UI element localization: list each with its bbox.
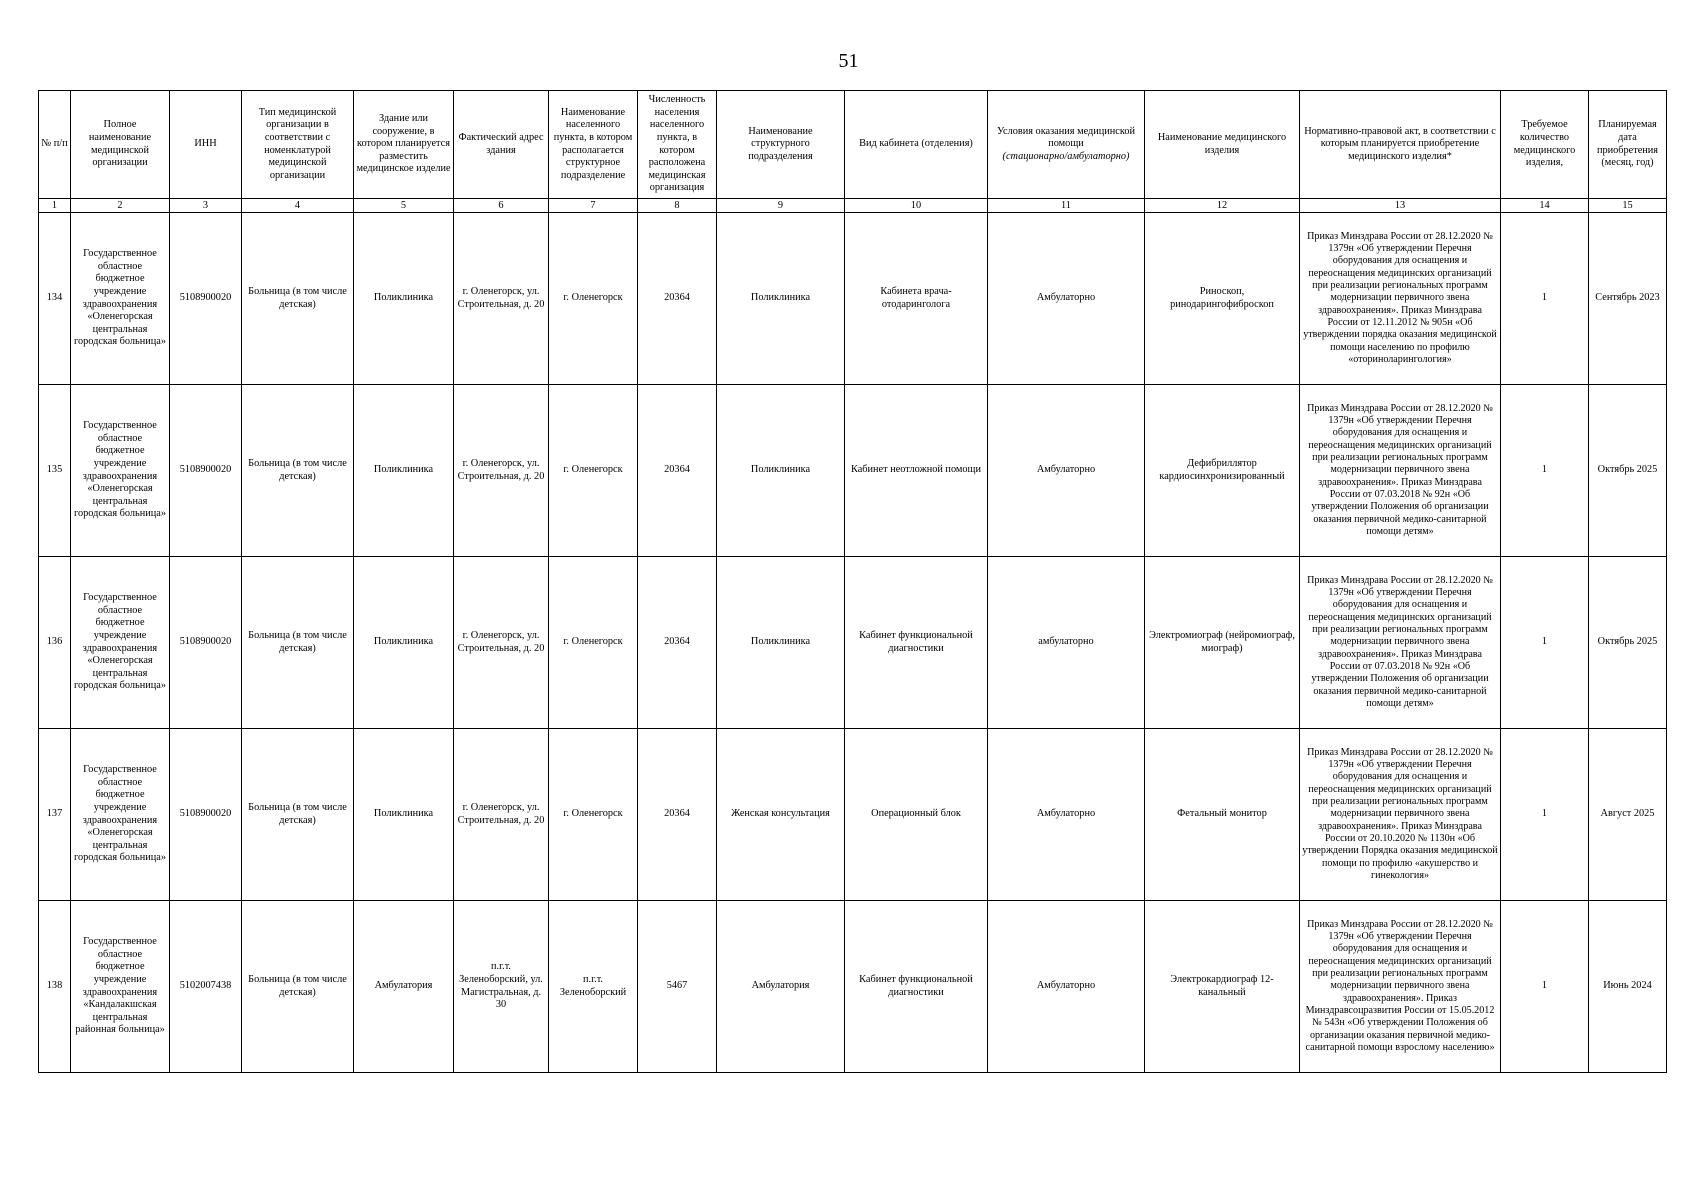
locality: г. Оленегорск	[549, 385, 638, 557]
address: г. Оленегорск, ул. Строительная, д. 20	[454, 213, 549, 385]
column-number: 7	[549, 199, 638, 213]
building: Амбулатория	[354, 901, 454, 1073]
legal-act: Приказ Минздрава России от 28.12.2020 № 1379н «Об утверждении Перечня оборудования для оснащения и переоснащения медицинских организаций при реализации региональных программ модернизации первичного звена здравоохранения». Приказ Минздрава России от 07.03.2018 № 92н «Об утверждении Положения об организации оказания первичной медико-санитарной помощи детям»	[1300, 557, 1501, 729]
column-number: 9	[717, 199, 845, 213]
header-cell: Полное наименование медицинской организации	[71, 91, 170, 199]
inn: 5102007438	[170, 901, 242, 1073]
building: Поликлиника	[354, 557, 454, 729]
locality: г. Оленегорск	[549, 557, 638, 729]
care-conditions: Амбулаторно	[988, 901, 1145, 1073]
planned-date: Сентябрь 2023	[1589, 213, 1667, 385]
care-conditions: Амбулаторно	[988, 385, 1145, 557]
address: г. Оленегорск, ул. Строительная, д. 20	[454, 385, 549, 557]
column-number: 10	[845, 199, 988, 213]
org-name: Государственное областное бюджетное учреждение здравоохранения «Оленегорская центральная городская больница»	[71, 729, 170, 901]
header-cell: Требуемое количество медицинского изделия,	[1501, 91, 1589, 199]
quantity: 1	[1501, 213, 1589, 385]
planned-date: Октябрь 2025	[1589, 557, 1667, 729]
quantity: 1	[1501, 729, 1589, 901]
cabinet-type: Кабинет неотложной помощи	[845, 385, 988, 557]
header-cell: Вид кабинета (отделения)	[845, 91, 988, 199]
quantity: 1	[1501, 557, 1589, 729]
row-number: 136	[39, 557, 71, 729]
column-number: 8	[638, 199, 717, 213]
org-name: Государственное областное бюджетное учреждение здравоохранения «Кандалакшская центральная районная больница»	[71, 901, 170, 1073]
inn: 5108900020	[170, 213, 242, 385]
table-row	[39, 385, 1667, 557]
device-name: Электромиограф (нейромиограф, миограф)	[1145, 557, 1300, 729]
quantity: 1	[1501, 385, 1589, 557]
device-name: Электрокардиограф 12-канальный	[1145, 901, 1300, 1073]
row-number: 138	[39, 901, 71, 1073]
org-type: Больница (в том числе детская)	[242, 385, 354, 557]
column-number: 1	[39, 199, 71, 213]
structural-unit: Поликлиника	[717, 213, 845, 385]
cabinet-type: Кабинета врача-отодаринголога	[845, 213, 988, 385]
org-type: Больница (в том числе детская)	[242, 729, 354, 901]
row-number: 137	[39, 729, 71, 901]
table-row	[39, 213, 1667, 385]
inn: 5108900020	[170, 557, 242, 729]
header-cell: Наименование медицинского изделия	[1145, 91, 1300, 199]
column-number: 14	[1501, 199, 1589, 213]
header-row	[39, 91, 1667, 199]
header-cell: Наименование структурного подразделения	[717, 91, 845, 199]
org-type: Больница (в том числе детская)	[242, 213, 354, 385]
header-cell: Тип медицинской организации в соответствии с номенклатурой медицинской организации	[242, 91, 354, 199]
address: п.г.т. Зеленоборский, ул. Магистральная, д. 30	[454, 901, 549, 1073]
header-cell: Численность населения населенного пункта, в котором расположена медицинская организация	[638, 91, 717, 199]
header-cell: Здание или сооружение, в котором планируется разместить медицинское изделие	[354, 91, 454, 199]
legal-act: Приказ Минздрава России от 28.12.2020 № 1379н «Об утверждении Перечня оборудования для оснащения и переоснащения медицинских организаций при реализации региональных программ модернизации первичного звена здравоохранения». Приказ Минздрава России от 07.03.2018 № 92н «Об утверждении Положения об организации оказания первичной медико-санитарной помощи детям»	[1300, 385, 1501, 557]
header-conditions-note: (стационарно/амбулаторно)	[1002, 150, 1130, 162]
population: 20364	[638, 385, 717, 557]
column-number: 13	[1300, 199, 1501, 213]
org-type: Больница (в том числе детская)	[242, 901, 354, 1073]
population: 20364	[638, 729, 717, 901]
legal-act: Приказ Минздрава России от 28.12.2020 № 1379н «Об утверждении Перечня оборудования для оснащения и переоснащения медицинских организаций при реализации региональных программ модернизации первичного звена здравоохранения». Приказ Минздравсоцразвития России от 15.05.2012 № 543н «Об утверждении Положения об организации оказания первичной медико-санитарной помощи взрослому населению»	[1300, 901, 1501, 1073]
column-number: 11	[988, 199, 1145, 213]
header-cell: Фактический адрес здания	[454, 91, 549, 199]
header-cell: № п/п	[39, 91, 71, 199]
care-conditions: Амбулаторно	[988, 213, 1145, 385]
column-number: 15	[1589, 199, 1667, 213]
header-cell: ИНН	[170, 91, 242, 199]
care-conditions: Амбулаторно	[988, 729, 1145, 901]
planned-date: Октябрь 2025	[1589, 385, 1667, 557]
equipment-table	[38, 90, 1667, 1073]
inn: 5108900020	[170, 385, 242, 557]
column-number: 4	[242, 199, 354, 213]
page-number: 51	[838, 50, 859, 72]
quantity: 1	[1501, 901, 1589, 1073]
org-name: Государственное областное бюджетное учреждение здравоохранения «Оленегорская центральная городская больница»	[71, 213, 170, 385]
legal-act: Приказ Минздрава России от 28.12.2020 № 1379н «Об утверждении Перечня оборудования для оснащения и переоснащения медицинских организаций при реализации региональных программ модернизации первичного звена здравоохранения». Приказ Минздрава России от 12.11.2012 № 905н «Об утверждении порядка оказания медицинской помощи населению по профилю «оториноларингология»	[1300, 213, 1501, 385]
header-cell: Нормативно-правовой акт, в соответствии с которым планируется приобретение медицинского изделия*	[1300, 91, 1501, 199]
device-name: Фетальный монитор	[1145, 729, 1300, 901]
cabinet-type: Кабинет функциональной диагностики	[845, 901, 988, 1073]
building: Поликлиника	[354, 385, 454, 557]
locality: г. Оленегорск	[549, 729, 638, 901]
table-row	[39, 901, 1667, 1073]
org-name: Государственное областное бюджетное учреждение здравоохранения «Оленегорская центральная городская больница»	[71, 385, 170, 557]
address: г. Оленегорск, ул. Строительная, д. 20	[454, 557, 549, 729]
structural-unit: Поликлиника	[717, 385, 845, 557]
column-number: 12	[1145, 199, 1300, 213]
structural-unit: Поликлиника	[717, 557, 845, 729]
org-name: Государственное областное бюджетное учреждение здравоохранения «Оленегорская центральная городская больница»	[71, 557, 170, 729]
address: г. Оленегорск, ул. Строительная, д. 20	[454, 729, 549, 901]
population: 20364	[638, 557, 717, 729]
population: 20364	[638, 213, 717, 385]
inn: 5108900020	[170, 729, 242, 901]
locality: г. Оленегорск	[549, 213, 638, 385]
table-row	[39, 557, 1667, 729]
cabinet-type: Операционный блок	[845, 729, 988, 901]
structural-unit: Женская консультация	[717, 729, 845, 901]
device-name: Риноскоп, ринодарингофиброскоп	[1145, 213, 1300, 385]
population: 5467	[638, 901, 717, 1073]
structural-unit: Амбулатория	[717, 901, 845, 1073]
building: Поликлиника	[354, 213, 454, 385]
column-number: 6	[454, 199, 549, 213]
device-name: Дефибриллятор кардиосинхронизированный	[1145, 385, 1300, 557]
planned-date: Август 2025	[1589, 729, 1667, 901]
row-number: 135	[39, 385, 71, 557]
table-row	[39, 729, 1667, 901]
column-number: 3	[170, 199, 242, 213]
locality: п.г.т. Зеленоборский	[549, 901, 638, 1073]
row-number: 134	[39, 213, 71, 385]
cabinet-type: Кабинет функциональной диагностики	[845, 557, 988, 729]
planned-date: Июнь 2024	[1589, 901, 1667, 1073]
header-conditions-label: Условия оказания медицинской помощи	[996, 125, 1136, 150]
legal-act: Приказ Минздрава России от 28.12.2020 № 1379н «Об утверждении Перечня оборудования для оснащения и переоснащения медицинских организаций при реализации региональных программ модернизации первичного звена здравоохранения». Приказ Минздрава России от 20.10.2020 № 1130н «Об утверждении Порядка оказания медицинской помощи по профилю «акушерство и гинекология»	[1300, 729, 1501, 901]
care-conditions: амбулаторно	[988, 557, 1145, 729]
header-cell: Планируемая дата приобретения (месяц, год)	[1589, 91, 1667, 199]
column-number: 2	[71, 199, 170, 213]
header-cell: Наименование населенного пункта, в котором располагается структурное подразделение	[549, 91, 638, 199]
building: Поликлиника	[354, 729, 454, 901]
column-number: 5	[354, 199, 454, 213]
header-cell-conditions	[988, 91, 1145, 199]
column-number-row	[39, 199, 1667, 213]
org-type: Больница (в том числе детская)	[242, 557, 354, 729]
